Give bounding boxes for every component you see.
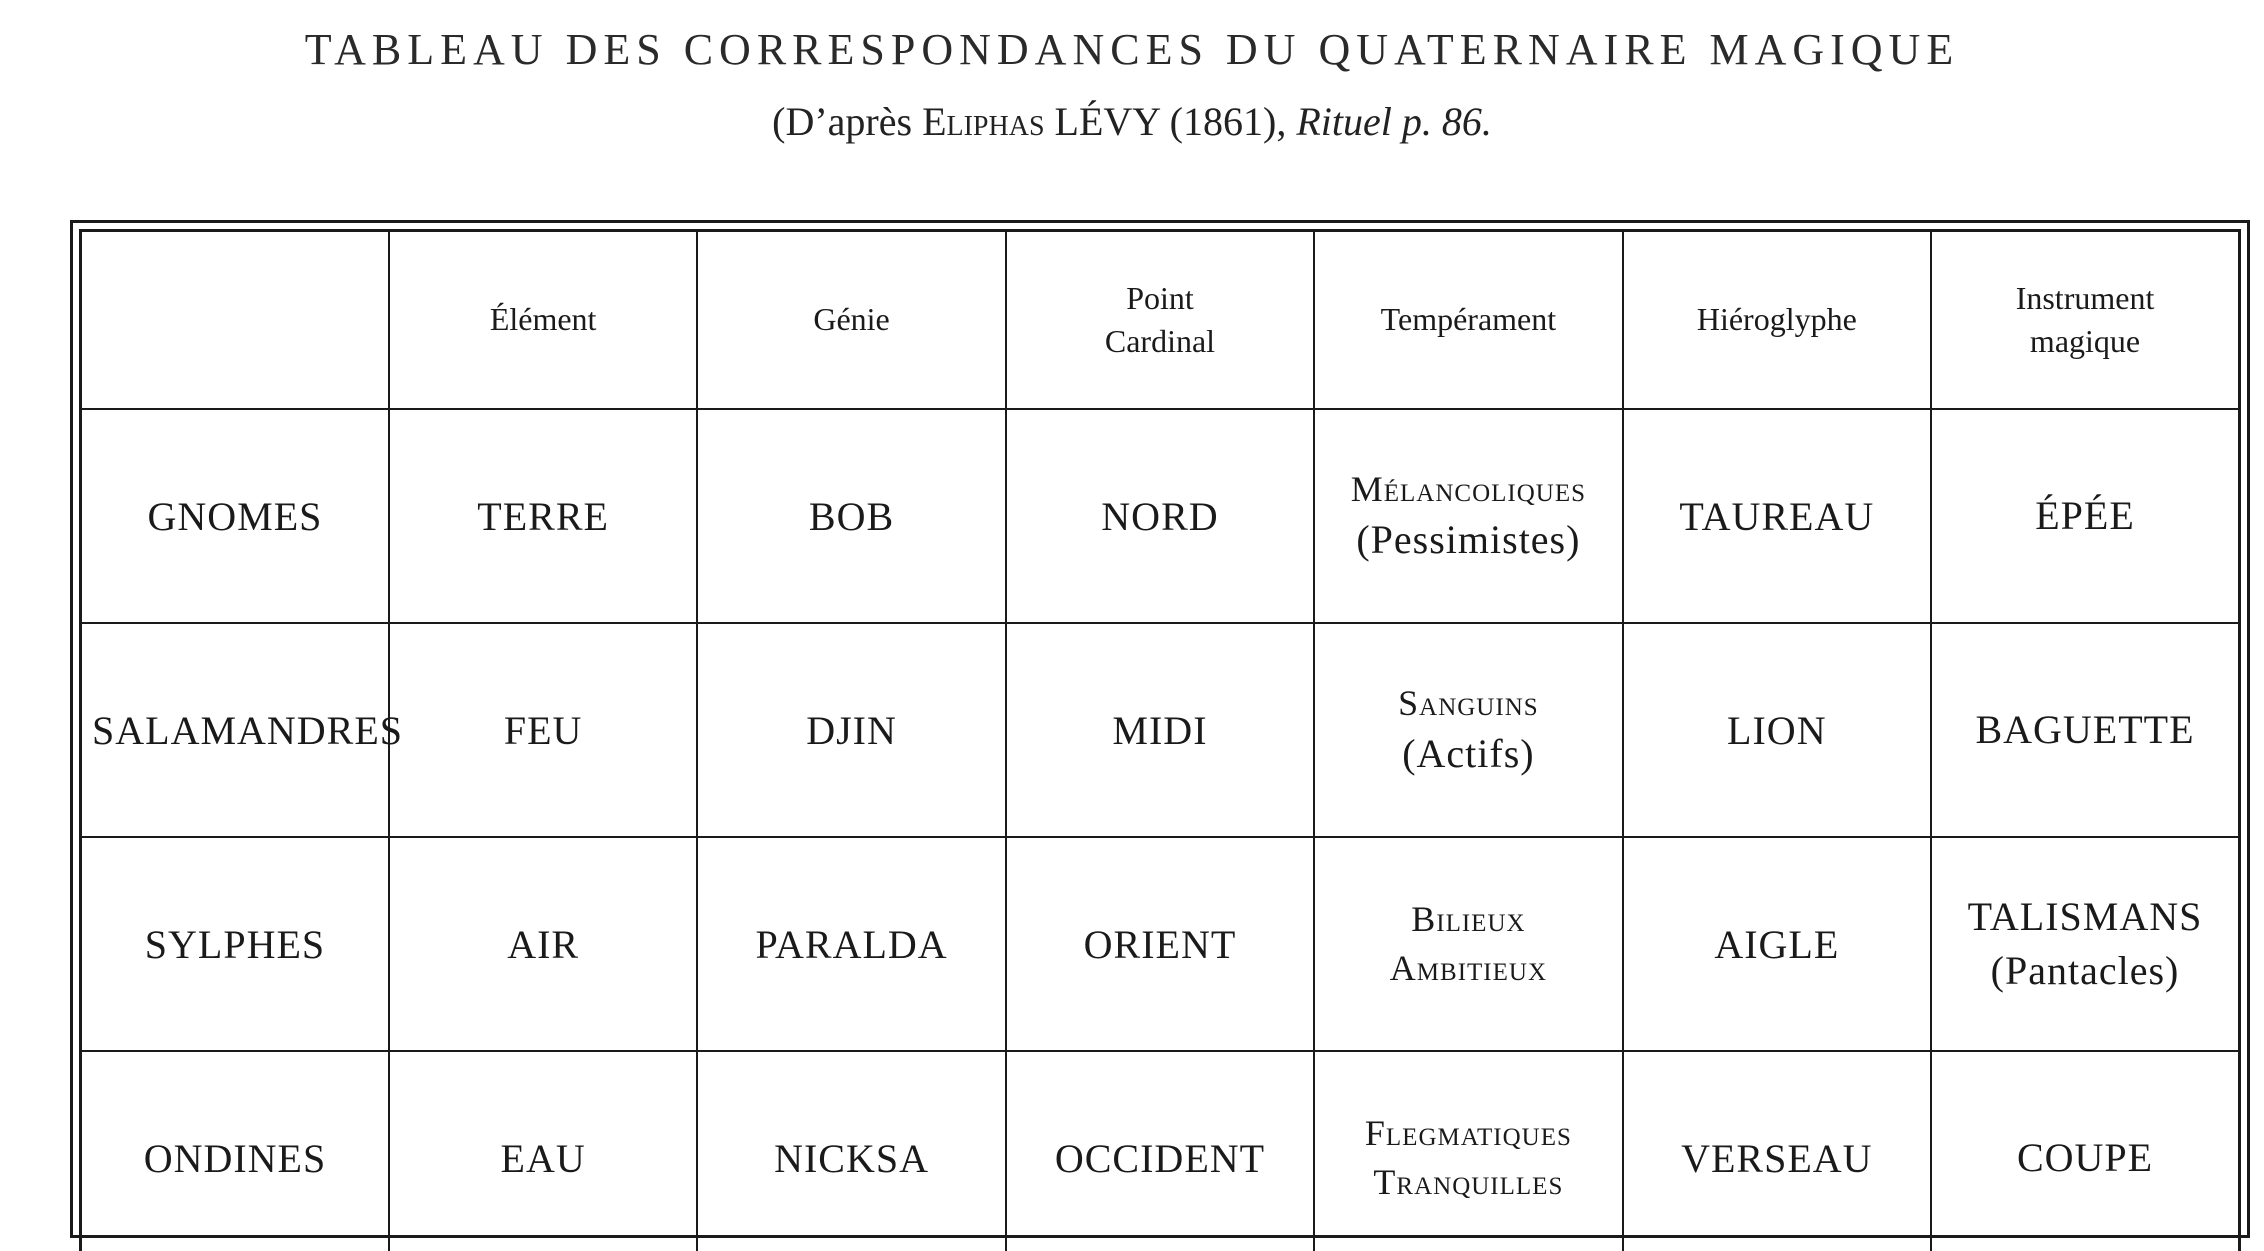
header-point-cardinal bbox=[1006, 231, 1314, 410]
row-label: SALAMANDRES bbox=[81, 623, 389, 837]
cell-element: FEU bbox=[389, 623, 697, 837]
instrument-line-2: (Pantacles) bbox=[1990, 948, 2180, 993]
cell-temperament bbox=[1314, 409, 1622, 623]
cell-point: OCCIDENT bbox=[1006, 1051, 1314, 1251]
row-label: ONDINES bbox=[81, 1051, 389, 1251]
table-frame bbox=[70, 220, 2250, 1238]
header-element-line: Élément bbox=[489, 301, 597, 338]
temperament-line-1: Mélancoliques bbox=[1350, 468, 1587, 509]
header-element bbox=[389, 231, 697, 410]
cell-temperament bbox=[1314, 837, 1622, 1051]
cell-element: EAU bbox=[389, 1051, 697, 1251]
temperament-line-2: Ambitieux bbox=[1389, 948, 1547, 988]
temperament-line-1: Flegmatiques bbox=[1364, 1113, 1572, 1154]
correspondence-table bbox=[79, 229, 2241, 1251]
temperament-line-1: Sanguins bbox=[1398, 682, 1539, 723]
row-label: GNOMES bbox=[81, 409, 389, 623]
subtitle bbox=[0, 98, 2264, 145]
subtitle-work: Rituel p. 86. bbox=[1296, 99, 1492, 144]
table-row bbox=[81, 623, 2240, 837]
cell-genie: NICKSA bbox=[697, 1051, 1005, 1251]
instrument-line-1: TALISMANS bbox=[1967, 894, 2203, 939]
cell-hieroglyphe: TAUREAU bbox=[1623, 409, 1931, 623]
subtitle-open: (D’après bbox=[772, 99, 923, 144]
table-row bbox=[81, 837, 2240, 1051]
cell-point: ORIENT bbox=[1006, 837, 1314, 1051]
cell-element: TERRE bbox=[389, 409, 697, 623]
cell-hieroglyphe: LION bbox=[1623, 623, 1931, 837]
header-genie bbox=[697, 231, 1005, 410]
header-hieroglyphe-line: Hiéroglyphe bbox=[1696, 301, 1857, 338]
cell-genie: DJIN bbox=[697, 623, 1005, 837]
page-title: TABLEAU DES CORRESPONDANCES DU QUATERNAIRE MAGIQUE bbox=[304, 25, 1960, 74]
instrument-line-1: BAGUETTE bbox=[1975, 707, 2195, 752]
cell-instrument bbox=[1931, 1051, 2239, 1251]
subtitle-author-last: LÉVY (1861), bbox=[1044, 99, 1297, 144]
cell-instrument bbox=[1931, 837, 2239, 1051]
table-row bbox=[81, 409, 2240, 623]
instrument-line-1: ÉPÉE bbox=[2035, 493, 2135, 538]
cell-point: NORD bbox=[1006, 409, 1314, 623]
cell-element: AIR bbox=[389, 837, 697, 1051]
cell-instrument bbox=[1931, 623, 2239, 837]
header-instrument bbox=[1931, 231, 2239, 410]
header-hieroglyphe bbox=[1623, 231, 1931, 410]
temperament-line-1: Bilieux bbox=[1411, 899, 1526, 940]
header-instrument-line-1: Instrument bbox=[2015, 279, 2155, 316]
temperament-line-2: (Actifs) bbox=[1402, 731, 1535, 777]
cell-temperament bbox=[1314, 1051, 1622, 1251]
instrument-line-1: COUPE bbox=[2016, 1135, 2154, 1180]
corner-cell bbox=[81, 231, 389, 410]
header-temperament bbox=[1314, 231, 1622, 410]
header-point-line-2: Cardinal bbox=[1104, 323, 1216, 359]
cell-point: MIDI bbox=[1006, 623, 1314, 837]
header-genie-line: Génie bbox=[813, 301, 890, 338]
subtitle-author-first: Eliphas bbox=[922, 99, 1045, 144]
row-label: SYLPHES bbox=[81, 837, 389, 1051]
cell-instrument bbox=[1931, 409, 2239, 623]
header-point-line-1: Point bbox=[1126, 279, 1194, 316]
temperament-line-2: Tranquilles bbox=[1373, 1162, 1564, 1202]
header-row bbox=[81, 231, 2240, 410]
cell-hieroglyphe: AIGLE bbox=[1623, 837, 1931, 1051]
header-instrument-line-2: magique bbox=[2029, 323, 2141, 359]
cell-genie: PARALDA bbox=[697, 837, 1005, 1051]
cell-genie: BOB bbox=[697, 409, 1005, 623]
cell-hieroglyphe: VERSEAU bbox=[1623, 1051, 1931, 1251]
table-row bbox=[81, 1051, 2240, 1251]
header-temperament-line: Tempérament bbox=[1380, 301, 1557, 338]
cell-temperament bbox=[1314, 623, 1622, 837]
temperament-line-2: (Pessimistes) bbox=[1356, 517, 1581, 563]
